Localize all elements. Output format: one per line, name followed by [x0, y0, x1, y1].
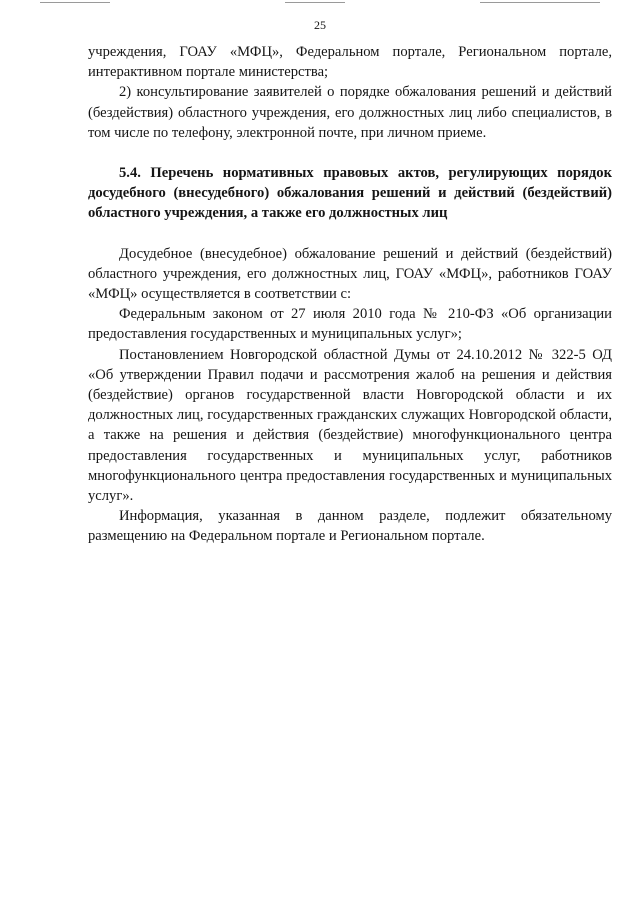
scan-artifact-left: [40, 2, 110, 3]
page-number: 25: [314, 18, 326, 32]
paragraph-regional-resolution: Постановлением Новгородской областной Думы от 24.10.2012 № 322-5 ОД «Об утверждении Правил подачи и рассмотрения жалоб на решения и действия (бездействие) органов государственной власти Новгородской области и их должностных лиц, государственных гражданских служащих Новгородской области, а также на решения и действия (бездействие) многофункционального центра предоставления государственных и муниципальных услуг, работников многофункционального центра предоставления государственных и муниципальных услуг».: [88, 346, 612, 505]
scan-artifact-right: [480, 2, 600, 3]
paragraph-consulting: 2) консультирование заявителей о порядке обжалования решений и действий (бездействия) областного учреждения, его должностных лиц либо специалистов, в том числе по телефону, электронной почте, при личном приеме.: [88, 84, 612, 141]
paragraph-federal-law: Федеральным законом от 27 июля 2010 года № 210-ФЗ «Об организации предоставления государственных и муниципальных услуг»;: [88, 306, 612, 343]
paragraph-publication: Информация, указанная в данном разделе, подлежит обязательному размещению на Федеральном портале и Региональном портале.: [88, 508, 612, 545]
scan-artifact-center: [285, 2, 345, 3]
paragraph-appeal-basis: Досудебное (внесудебное) обжалование решений и действий (бездействий) областного учреждения, его должностных лиц, ГОАУ «МФЦ», работников ГОАУ «МФЦ» осуществляется в соответствии с:: [88, 245, 612, 303]
section-heading: 5.4. Перечень нормативных правовых актов, регулирующих порядок досудебного (внесудебного) обжалования решений и действий (бездействий) областного учреждения, а также его должностных лиц: [88, 165, 612, 222]
document-body: [88, 42, 612, 547]
paragraph-continuation: учреждения, ГОАУ «МФЦ», Федеральном портале, Региональном портале, интерактивном портале министерства;: [88, 44, 612, 81]
